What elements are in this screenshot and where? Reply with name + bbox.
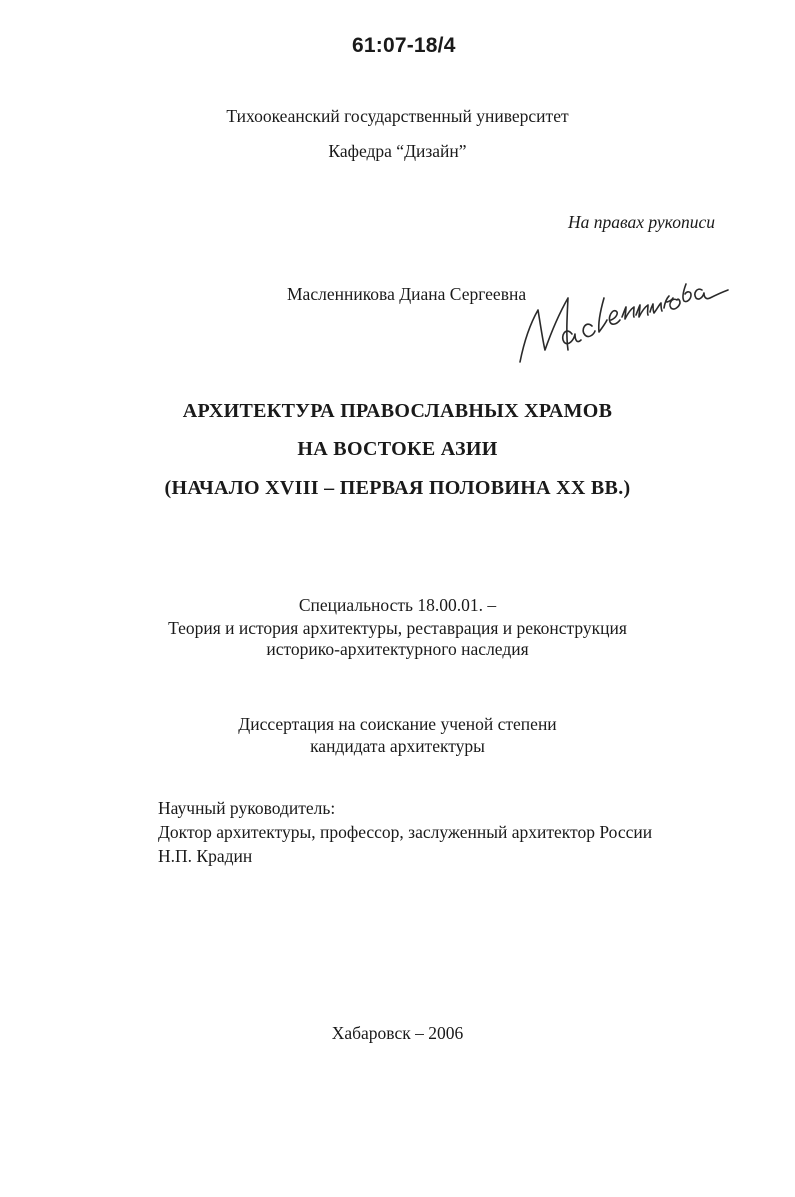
specialty-line-3: историко-архитектурного наследия bbox=[266, 639, 529, 659]
specialty-line-2: Теория и история архитектуры, реставрация и реконструкция bbox=[168, 618, 627, 638]
supervisor-title: Доктор архитектуры, профессор, заслуженный архитектор России bbox=[158, 822, 653, 842]
title-line-2: НА ВОСТОКЕ АЗИИ bbox=[297, 438, 498, 460]
title-line-3: (НАЧАЛО XVIII – ПЕРВАЯ ПОЛОВИНА XX ВВ.) bbox=[164, 477, 631, 499]
supervisor-heading: Научный руководитель: bbox=[158, 798, 336, 818]
degree-line-2: кандидата архитектуры bbox=[310, 736, 485, 756]
manuscript-note: На правах рукописи bbox=[568, 212, 715, 232]
specialty-line-1: Специальность 18.00.01. – bbox=[298, 595, 497, 615]
city-year: Хабаровск – 2006 bbox=[331, 1023, 464, 1043]
title-line-1: АРХИТЕКТУРА ПРАВОСЛАВНЫХ ХРАМОВ bbox=[182, 400, 613, 422]
degree-line-1: Диссертация на соискание ученой степени bbox=[238, 714, 557, 734]
supervisor-name: Н.П. Крадин bbox=[158, 846, 253, 866]
author-signature bbox=[508, 258, 733, 373]
archive-code: 61:07-18/4 bbox=[352, 34, 456, 57]
university-name: Тихоокеанский государственный университет bbox=[226, 106, 569, 126]
department-name: Кафедра “Дизайн” bbox=[328, 141, 467, 161]
author-name: Масленникова Диана Сергеевна bbox=[287, 284, 527, 304]
